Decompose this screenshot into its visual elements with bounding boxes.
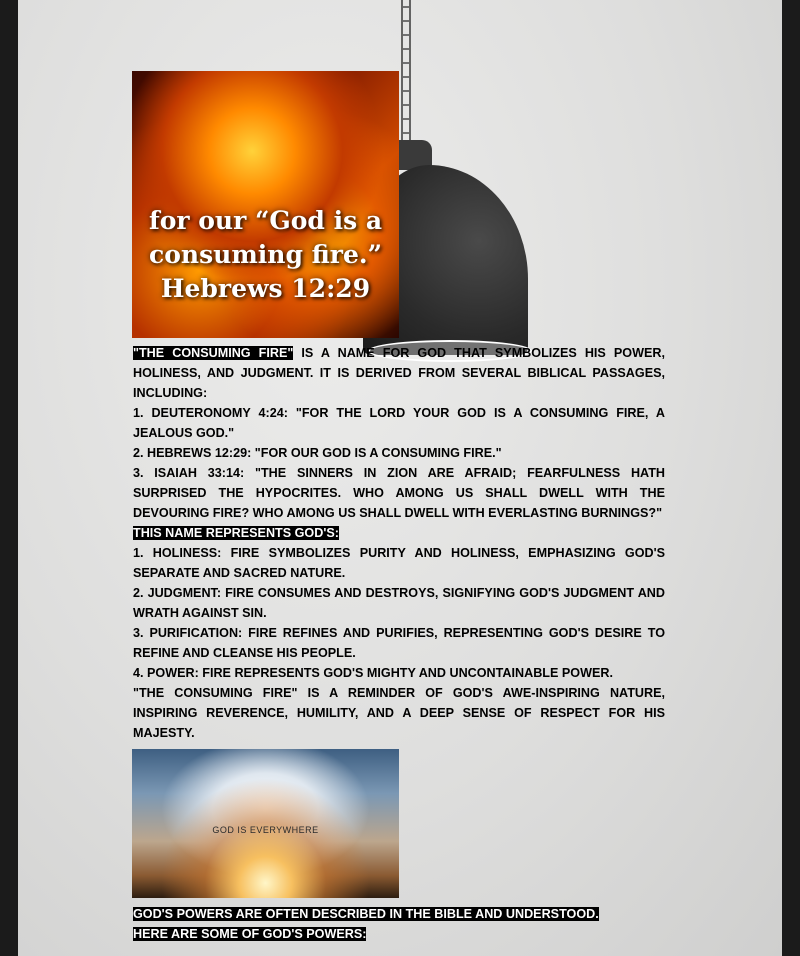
powers-line-1-text: GOD'S POWERS ARE OFTEN DESCRIBED IN THE BIBLE AND UNDERSTOOD. bbox=[133, 907, 599, 921]
represents-heading bbox=[133, 523, 665, 543]
intro-paragraph bbox=[133, 343, 665, 403]
quote-reference: Hebrews 12:29 bbox=[160, 273, 371, 303]
sky-caption: GOD IS EVERYWHERE bbox=[212, 824, 319, 835]
quote-line-1: for our “God is a bbox=[148, 205, 383, 235]
passage-item: 3. ISAIAH 33:14: "THE SINNERS IN ZION ARE AFRAID; FEARFULNESS HATH SURPRISED THE HYPOCRITES. WHO AMONG US SHALL DWELL WITH THE DEVOURING FIRE? WHO AMONG US SHALL DWELL WITH EVERLASTING BURNINGS?" bbox=[133, 466, 665, 520]
document-page bbox=[18, 0, 782, 956]
lamp-chain bbox=[401, 0, 411, 140]
represents-heading-text: THIS NAME REPRESENTS GOD'S: bbox=[133, 526, 339, 540]
fire-quote-text bbox=[149, 204, 382, 306]
quote-line-2: consuming fire.” bbox=[149, 239, 382, 269]
attribute-item: 3. PURIFICATION: FIRE REFINES AND PURIFIES, REPRESENTING GOD'S DESIRE TO REFINE AND CLEANSE HIS PEOPLE. bbox=[133, 626, 665, 660]
passage-item: 1. DEUTERONOMY 4:24: "FOR THE LORD YOUR GOD IS A CONSUMING FIRE, A JEALOUS GOD." bbox=[133, 406, 665, 440]
intro-highlight: "THE CONSUMING FIRE" bbox=[133, 346, 294, 360]
powers-line-1 bbox=[133, 904, 673, 924]
sky-image bbox=[132, 749, 399, 898]
intro-text: IS A NAME FOR GOD THAT SYMBOLIZES HIS POWER, HOLINESS, AND JUDGMENT. IT IS DERIVED FROM SEVERAL BIBLICAL PASSAGES, INCLUDING: bbox=[133, 346, 665, 400]
powers-line-2-text: HERE ARE SOME OF GOD'S POWERS: bbox=[133, 927, 367, 941]
article-body bbox=[133, 343, 665, 743]
conclusion-paragraph: "THE CONSUMING FIRE" IS A REMINDER OF GOD'S AWE-INSPIRING NATURE, INSPIRING REVERENCE, HUMILITY, AND A DEEP SENSE OF RESPECT FOR HIS MAJESTY. bbox=[133, 686, 665, 740]
fire-quote-image bbox=[132, 71, 399, 338]
attribute-item: 4. POWER: FIRE REPRESENTS GOD'S MIGHTY AND UNCONTAINABLE POWER. bbox=[133, 666, 613, 680]
powers-intro bbox=[133, 904, 673, 944]
attribute-item: 2. JUDGMENT: FIRE CONSUMES AND DESTROYS, SIGNIFYING GOD'S JUDGMENT AND WRATH AGAINST SIN. bbox=[133, 586, 665, 620]
passage-item: 2. HEBREWS 12:29: "FOR OUR GOD IS A CONSUMING FIRE." bbox=[133, 446, 502, 460]
powers-line-2 bbox=[133, 924, 673, 944]
attribute-item: 1. HOLINESS: FIRE SYMBOLIZES PURITY AND HOLINESS, EMPHASIZING GOD'S SEPARATE AND SACRED NATURE. bbox=[133, 546, 665, 580]
